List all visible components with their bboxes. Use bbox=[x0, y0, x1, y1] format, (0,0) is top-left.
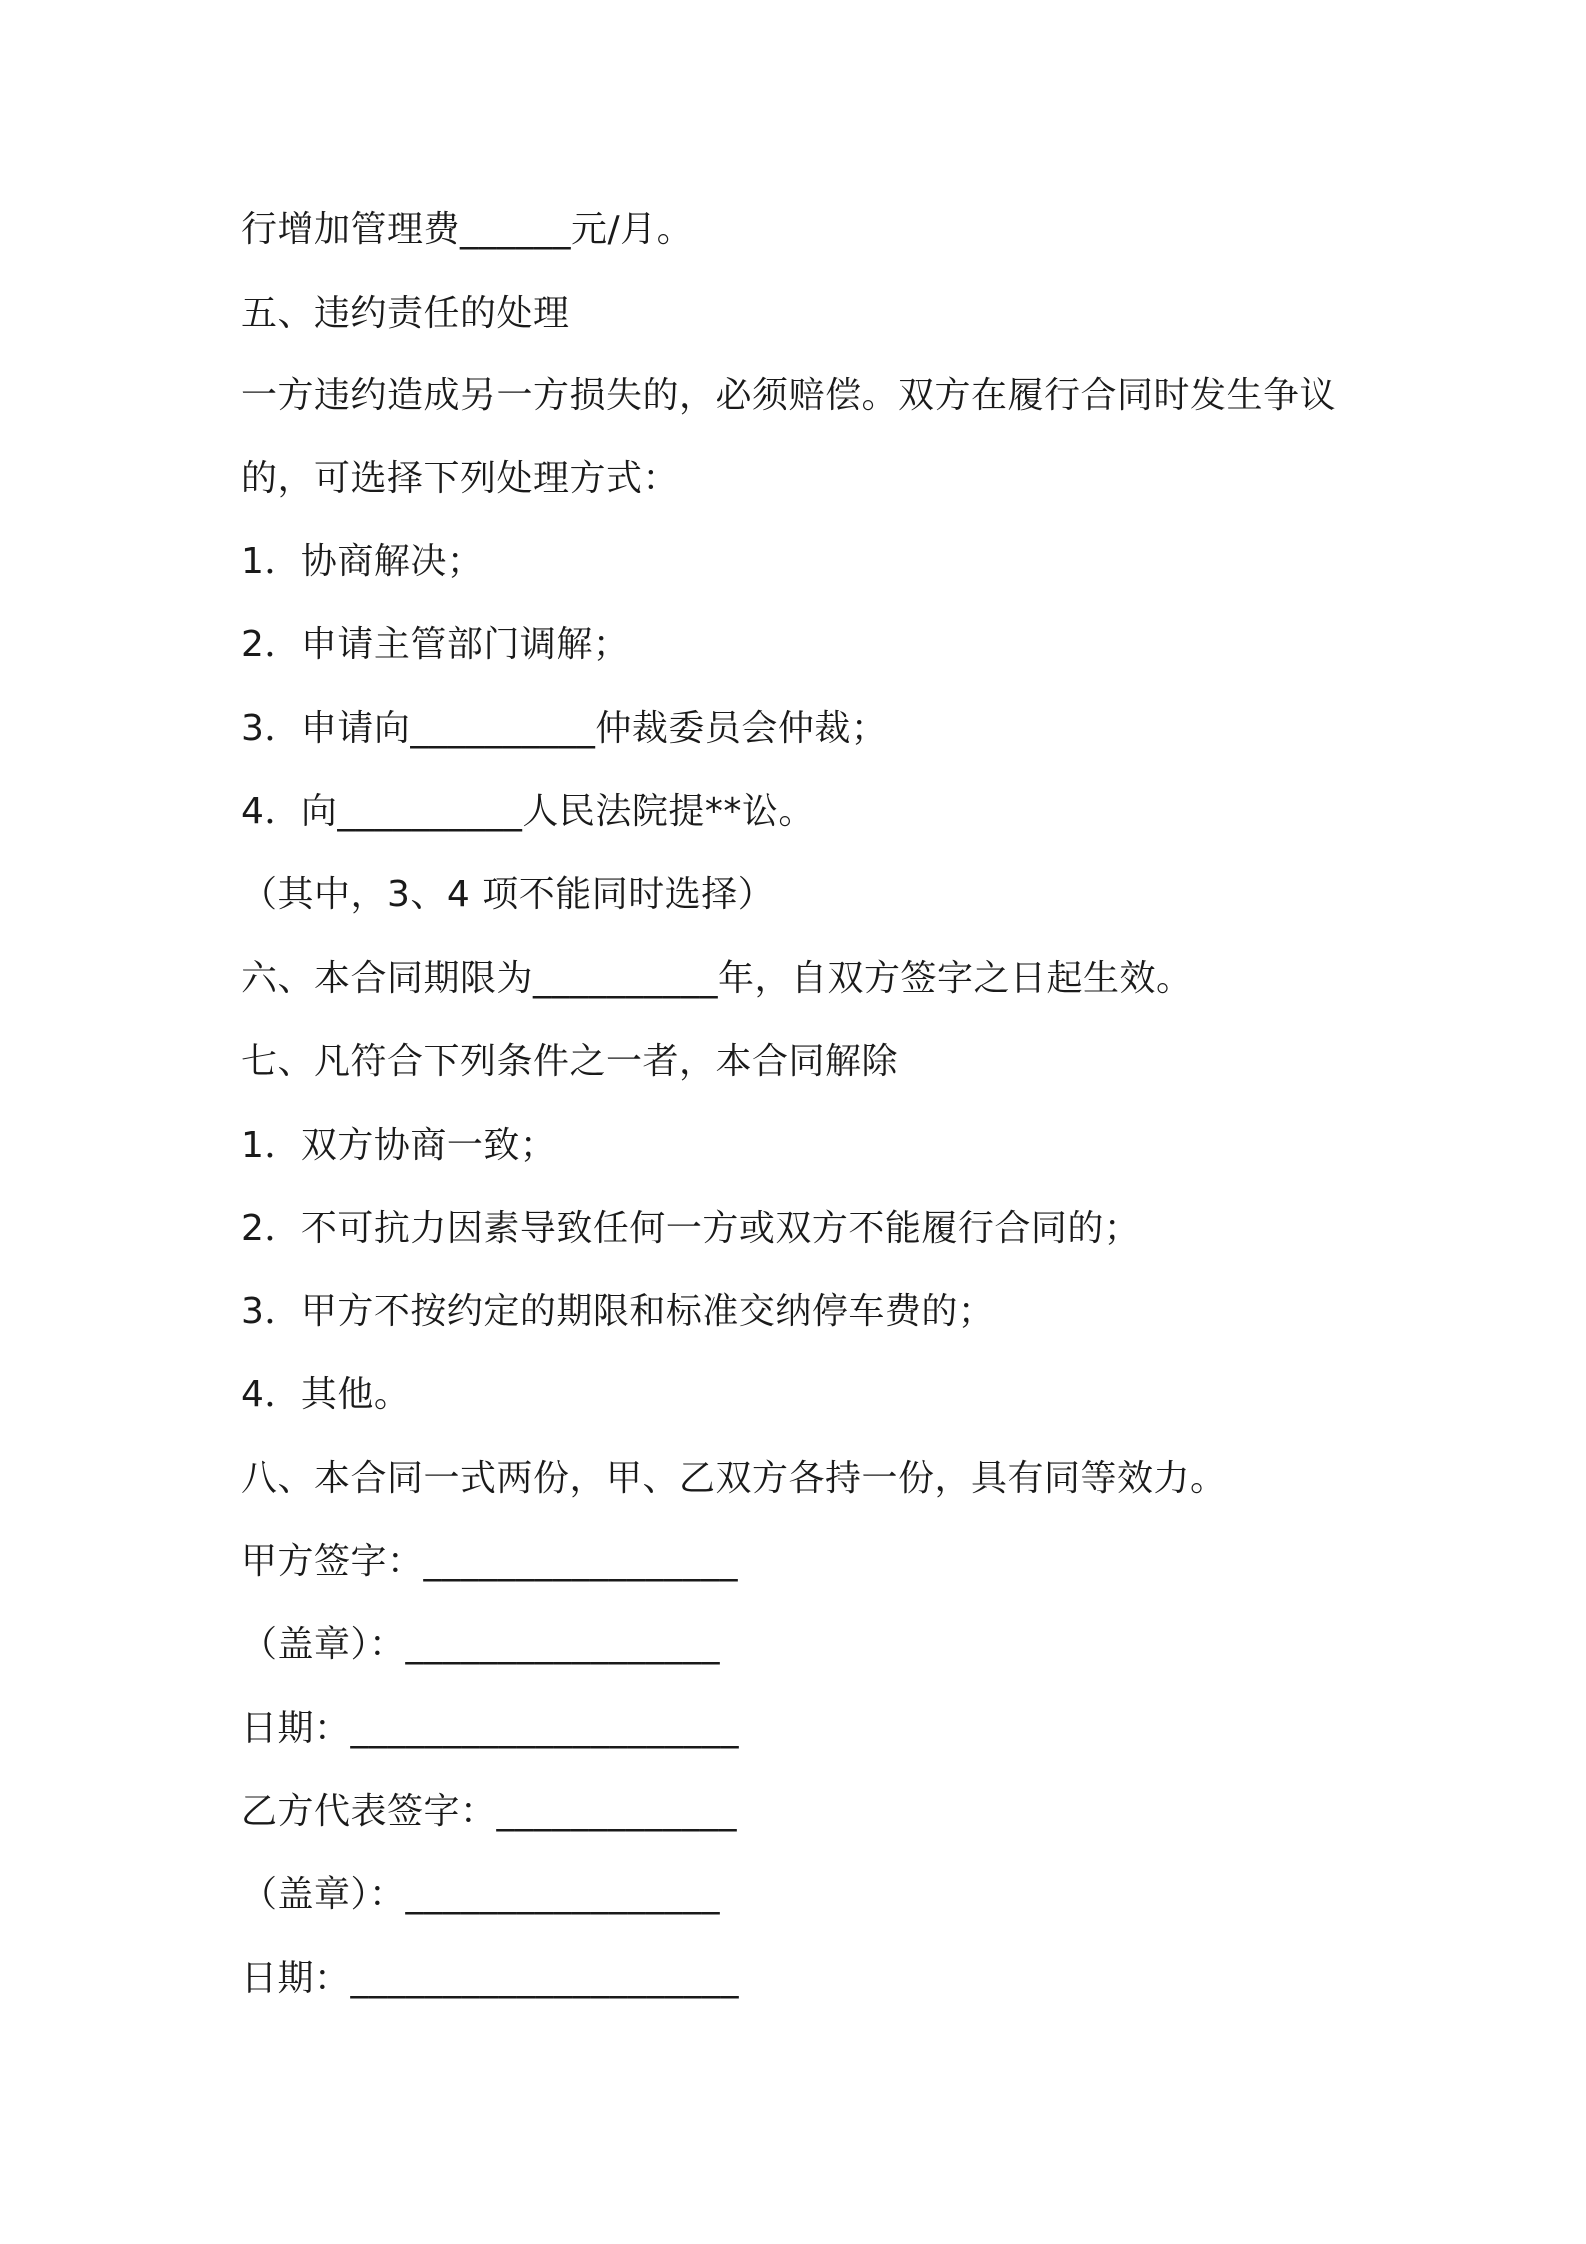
section-heading: 五、违约责任的处理 bbox=[241, 293, 570, 334]
text-line: 的，可选择下列处理方式： bbox=[241, 458, 680, 499]
list-item: 4．向__________人民法院提**讼。 bbox=[241, 791, 815, 832]
signature-field: 甲方签字：_________________ bbox=[241, 1541, 739, 1582]
section-heading: 六、本合同期限为__________年，自双方签字之日起生效。 bbox=[241, 958, 1193, 999]
seal-field: （盖章）：_________________ bbox=[241, 1624, 721, 1665]
date-field: 日期：_____________________ bbox=[241, 1708, 740, 1749]
list-item: 4．其他。 bbox=[241, 1374, 411, 1415]
seal-field: （盖章）：_________________ bbox=[241, 1874, 721, 1915]
list-item: 1．协商解决； bbox=[241, 541, 484, 582]
signature-field: 乙方代表签字：_____________ bbox=[241, 1791, 738, 1832]
list-item: 3．申请向__________仲裁委员会仲裁； bbox=[241, 708, 888, 749]
section-heading: 八、本合同一式两份，甲、乙双方各持一份，具有同等效力。 bbox=[241, 1458, 1227, 1499]
list-item: 3．甲方不按约定的期限和标准交纳停车费的； bbox=[241, 1291, 995, 1332]
list-item: 2．不可抗力因素导致任何一方或双方不能履行合同的； bbox=[241, 1208, 1141, 1249]
text-line: 行增加管理费______元/月。 bbox=[241, 209, 694, 250]
list-item: 2．申请主管部门调解； bbox=[241, 624, 630, 665]
section-heading: 七、凡符合下列条件之一者，本合同解除 bbox=[241, 1041, 899, 1082]
list-item: 1．双方协商一致； bbox=[241, 1125, 557, 1166]
date-field: 日期：_____________________ bbox=[241, 1958, 740, 1999]
note-text: （其中，3、4 项不能同时选择） bbox=[241, 874, 775, 915]
text-line: 一方违约造成另一方损失的，必须赔偿。双方在履行合同时发生争议 bbox=[241, 375, 1337, 416]
